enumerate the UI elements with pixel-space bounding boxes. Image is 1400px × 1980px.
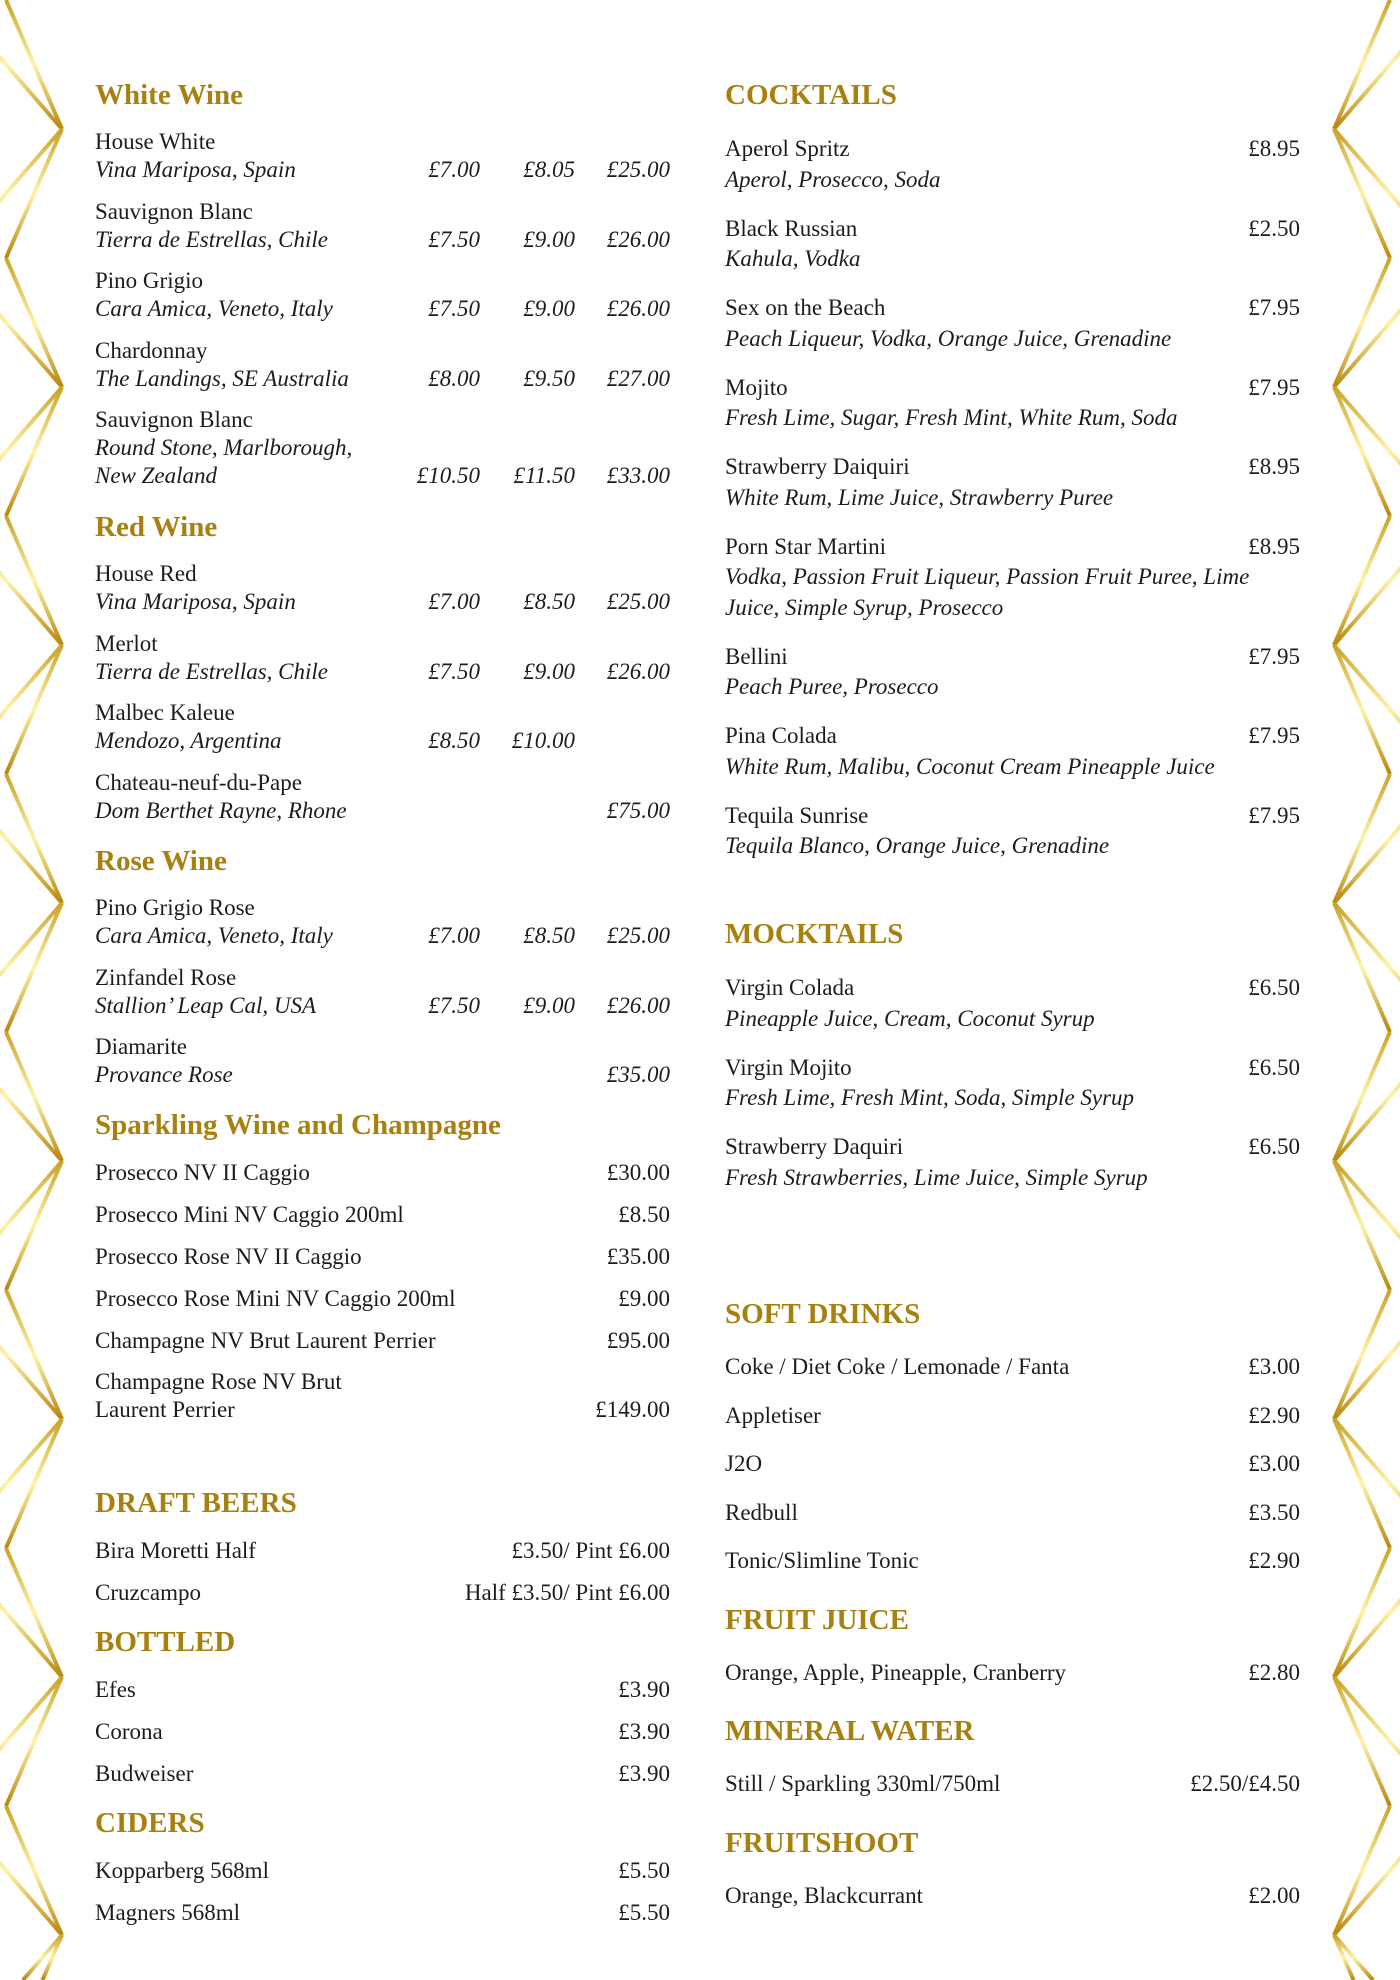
- item-name: Prosecco Rose NV II Caggio: [95, 1244, 362, 1269]
- gold-diamond-border-right: [1310, 0, 1400, 1980]
- gold-diamond-line: [1334, 258, 1390, 387]
- cocktail-price: £6.50: [1248, 1054, 1300, 1080]
- list-item: [95, 1152, 670, 1194]
- bottled-section: [95, 1624, 670, 1795]
- wine-price: £8.50: [523, 923, 575, 948]
- cocktail-name: Strawberry Daiquiri: [725, 454, 910, 479]
- wine-region: New Zealand: [95, 463, 218, 488]
- wine-region: Mendozo, Argentina: [95, 728, 282, 753]
- cocktail-price: £7.95: [1248, 802, 1300, 828]
- item-name: J2O: [725, 1451, 763, 1477]
- item-name: Redbull: [725, 1499, 798, 1525]
- list-item: [95, 1753, 670, 1795]
- wine-region: Round Stone, Marlborough,: [95, 435, 353, 460]
- item-price: £9.00: [618, 1286, 670, 1311]
- list-item: [95, 1362, 670, 1432]
- wine-region: Stallion’ Leap Cal, USA: [95, 992, 317, 1018]
- gold-diamond-line: [6, 258, 62, 387]
- section-heading: DRAFT BEERS: [95, 1487, 297, 1519]
- cocktail-name: Virgin Mojito: [725, 1054, 852, 1080]
- wine-price: £7.50: [428, 296, 480, 321]
- wine-price: £8.50: [523, 589, 575, 614]
- cocktail-ingredients: Vodka, Passion Fruit Liqueur, Passion Fruit Puree, Lime Juice, Simple Syrup, Prosecco: [725, 564, 1250, 620]
- cocktail-price: £8.95: [1248, 136, 1300, 161]
- gold-diamond-line: [42, 1935, 62, 1980]
- gold-diamond-line: [1334, 1161, 1390, 1290]
- fruitshoot-section: [725, 1825, 1300, 1921]
- gold-diamond-line: [1334, 1419, 1390, 1548]
- cocktail-ingredients: Fresh Strawberries, Lime Juice, Simple Syrup: [725, 1164, 1148, 1190]
- wine-item: [95, 128, 670, 184]
- wine-price: £8.00: [428, 365, 480, 391]
- item-name: Corona: [95, 1719, 163, 1744]
- cocktail-price: £8.95: [1248, 533, 1300, 559]
- cocktail-ingredients: Tequila Blanco, Orange Juice, Grenadine: [725, 833, 1110, 858]
- item-name: Magners 568ml: [95, 1900, 241, 1925]
- wine-price: £10.00: [511, 728, 575, 753]
- list-item: [725, 1392, 1300, 1441]
- wine-price: £9.00: [523, 992, 575, 1018]
- item-price: £3.00: [1248, 1354, 1300, 1379]
- item-name: Prosecco NV II Caggio: [95, 1160, 310, 1185]
- list-item: [95, 1278, 670, 1320]
- wine-region: Cara Amica, Veneto, Italy: [95, 296, 333, 321]
- list-item: [725, 1489, 1300, 1538]
- cocktail-price: £2.50: [1248, 215, 1300, 241]
- wine-price: £75.00: [606, 797, 670, 823]
- wine-region: Vina Mariposa, Spain: [95, 589, 296, 614]
- list-item: [95, 1530, 670, 1572]
- wine-price: £26.00: [606, 296, 670, 321]
- gold-diamond-line: [1334, 129, 1390, 258]
- gold-diamond-line: [6, 0, 62, 129]
- wine-name: Merlot: [95, 630, 158, 656]
- cocktail-item: [725, 373, 1300, 434]
- wine-item: [95, 198, 670, 254]
- white-wine-section: [95, 77, 670, 490]
- list-item: [95, 1320, 670, 1362]
- cocktail-ingredients: Pineapple Juice, Cream, Coconut Syrup: [725, 1005, 1095, 1031]
- section-heading: Rose Wine: [95, 845, 227, 877]
- rose-wine-section: [95, 843, 670, 1089]
- item-name: Efes: [95, 1677, 136, 1702]
- wine-price: £7.00: [428, 157, 480, 182]
- wine-price: £35.00: [606, 1062, 670, 1087]
- wine-price: £7.00: [428, 589, 480, 614]
- item-price: £95.00: [606, 1328, 670, 1353]
- item-name: Coke / Diet Coke / Lemonade / Fanta: [725, 1354, 1070, 1379]
- wine-name: Diamarite: [95, 1034, 187, 1059]
- cocktail-item: [725, 721, 1300, 782]
- list-item: [725, 1537, 1300, 1586]
- cocktail-item: [725, 1053, 1300, 1114]
- item-price: £2.90: [1248, 1548, 1300, 1574]
- list-item: [725, 1760, 1300, 1809]
- cocktail-name: Sex on the Beach: [725, 295, 886, 320]
- wine-item: [95, 894, 670, 950]
- wine-price: £25.00: [606, 923, 670, 948]
- gold-diamond-line: [6, 1548, 62, 1677]
- wine-price: £25.00: [606, 157, 670, 182]
- wine-price: £10.50: [416, 463, 480, 488]
- gold-diamond-line: [1334, 1290, 1390, 1419]
- gold-diamond-line: [6, 774, 62, 903]
- wine-price: £9.00: [523, 658, 575, 684]
- gold-diamond-line: [1334, 774, 1390, 903]
- section-heading: BOTTLED: [95, 1626, 236, 1658]
- cocktail-name: Mojito: [725, 374, 788, 400]
- wine-region: Provance Rose: [95, 1062, 233, 1087]
- cocktail-price: £7.95: [1248, 295, 1300, 320]
- wine-name: House Red: [95, 561, 197, 586]
- gold-diamond-line: [6, 645, 62, 774]
- item-price: £35.00: [606, 1244, 670, 1269]
- section-heading: White Wine: [95, 79, 243, 111]
- list-item: [725, 1872, 1300, 1921]
- section-heading: FRUITSHOOT: [725, 1827, 919, 1859]
- wine-item: [95, 630, 670, 686]
- wine-price: £11.50: [513, 463, 575, 488]
- cocktail-ingredients: Kahula, Vodka: [725, 246, 861, 271]
- section-heading: COCKTAILS: [725, 79, 897, 111]
- cocktail-ingredients: Aperol, Prosecco, Soda: [725, 166, 941, 192]
- wine-price: £7.50: [428, 992, 480, 1018]
- gold-diamond-line: [1334, 903, 1390, 1032]
- wine-price: £9.00: [523, 296, 575, 321]
- list-item: [95, 1850, 670, 1892]
- cocktail-item: [725, 452, 1300, 513]
- gold-diamond-border-left: [0, 0, 80, 1980]
- item-name: Laurent Perrier: [95, 1397, 235, 1422]
- mocktails-section: [725, 916, 1300, 1193]
- cocktail-item: [725, 293, 1300, 354]
- wine-item: [95, 769, 670, 825]
- wine-item: [95, 699, 670, 755]
- gold-diamond-line: [6, 1290, 62, 1419]
- item-price: Half £3.50/ Pint £6.00: [464, 1580, 670, 1605]
- list-item: [95, 1711, 670, 1753]
- gold-diamond-line: [6, 1677, 62, 1806]
- gold-diamond-line: [23, 1935, 62, 1980]
- gold-diamond-line: [6, 1806, 62, 1935]
- item-name: Prosecco Rose Mini NV Caggio 200ml: [95, 1286, 456, 1311]
- wine-item: [95, 560, 670, 616]
- gold-diamond-line: [1334, 0, 1390, 129]
- cocktail-item: [725, 532, 1300, 624]
- gold-diamond-line: [1334, 1806, 1390, 1935]
- item-price: £8.50: [618, 1202, 670, 1227]
- section-heading: MOCKTAILS: [725, 918, 904, 950]
- gold-diamond-line: [6, 1419, 62, 1548]
- wine-region: Vina Mariposa, Spain: [95, 157, 296, 182]
- wine-region: The Landings, SE Australia: [95, 365, 349, 391]
- item-price: £2.00: [1248, 1883, 1300, 1908]
- cocktail-name: Tequila Sunrise: [725, 802, 869, 828]
- cocktail-name: Strawberry Daquiri: [725, 1134, 904, 1159]
- ciders-section: [95, 1805, 670, 1934]
- wine-item: [95, 267, 670, 323]
- wine-item: [95, 964, 670, 1020]
- gold-diamond-line: [6, 516, 62, 645]
- gold-diamond-line: [1334, 1935, 1373, 1980]
- item-name: Champagne NV Brut Laurent Perrier: [95, 1328, 436, 1353]
- section-heading: CIDERS: [95, 1807, 205, 1839]
- section-heading: MINERAL WATER: [725, 1715, 975, 1747]
- item-price: £2.80: [1248, 1660, 1300, 1685]
- cocktail-item: [725, 134, 1300, 195]
- item-price: £5.50: [618, 1900, 670, 1925]
- gold-diamond-line: [6, 387, 62, 516]
- wine-region: Cara Amica, Veneto, Italy: [95, 923, 333, 948]
- item-price: £2.90: [1248, 1402, 1300, 1428]
- red-wine-section: [95, 509, 670, 825]
- wine-item: [95, 406, 670, 490]
- item-name: Bira Moretti Half: [95, 1538, 256, 1563]
- item-price: £5.50: [618, 1858, 670, 1883]
- wine-region: Dom Berthet Rayne, Rhone: [95, 797, 347, 823]
- cocktail-item: [725, 1132, 1300, 1193]
- item-name: Champagne Rose NV Brut: [95, 1369, 342, 1394]
- item-price: £149.00: [595, 1397, 670, 1422]
- wine-price: £27.00: [606, 365, 670, 391]
- wine-name: Sauvignon Blanc: [95, 407, 253, 432]
- cocktail-item: [725, 642, 1300, 703]
- wine-price: £9.00: [523, 226, 575, 252]
- item-name: Prosecco Mini NV Caggio 200ml: [95, 1202, 404, 1227]
- list-item: [725, 1649, 1300, 1698]
- cocktail-ingredients: Fresh Lime, Sugar, Fresh Mint, White Rum, Soda: [725, 405, 1178, 430]
- wine-region: Tierra de Estrellas, Chile: [95, 658, 328, 684]
- cocktail-ingredients: White Rum, Lime Juice, Strawberry Puree: [725, 484, 1114, 510]
- wine-price: £26.00: [606, 658, 670, 684]
- item-name: Still / Sparkling 330ml/750ml: [725, 1771, 1001, 1796]
- wine-item: [95, 1033, 670, 1089]
- item-price: £3.90: [618, 1761, 670, 1786]
- wine-price: £8.50: [428, 728, 480, 753]
- gold-diamond-line: [6, 903, 62, 1032]
- cocktail-price: £7.95: [1248, 723, 1300, 748]
- gold-diamond-line: [1334, 1548, 1390, 1677]
- list-item: [95, 1236, 670, 1278]
- section-heading: Sparkling Wine and Champagne: [95, 1109, 501, 1141]
- wine-name: Pino Grigio: [95, 268, 203, 293]
- section-heading: FRUIT JUICE: [725, 1604, 909, 1636]
- item-price: £3.90: [618, 1677, 670, 1702]
- gold-diamond-line: [6, 1032, 62, 1161]
- cocktail-price: £7.95: [1248, 374, 1300, 400]
- soft-drinks-section: [725, 1296, 1300, 1586]
- item-name: Orange, Apple, Pineapple, Cranberry: [725, 1660, 1067, 1685]
- item-name: Cruzcampo: [95, 1580, 202, 1605]
- gold-diamond-line: [1334, 516, 1390, 645]
- item-price: £3.00: [1248, 1451, 1300, 1477]
- wine-name: Sauvignon Blanc: [95, 198, 253, 224]
- cocktail-name: Bellini: [725, 643, 788, 669]
- cocktail-price: £8.95: [1248, 454, 1300, 479]
- cocktail-price: £7.95: [1248, 643, 1300, 669]
- cocktail-item: [725, 801, 1300, 862]
- item-name: Orange, Blackcurrant: [725, 1883, 923, 1908]
- gold-diamond-line: [1334, 645, 1390, 774]
- wine-price: £8.05: [523, 157, 575, 182]
- mineral-water-section: [725, 1713, 1300, 1809]
- wine-price: £9.50: [523, 365, 575, 391]
- item-name: Kopparberg 568ml: [95, 1858, 269, 1883]
- cocktail-name: Black Russian: [725, 215, 858, 241]
- wine-price: £7.00: [428, 923, 480, 948]
- list-item: [95, 1892, 670, 1934]
- cocktail-item: [725, 214, 1300, 275]
- gold-diamond-line: [1334, 1032, 1390, 1161]
- item-name: Budweiser: [95, 1761, 194, 1786]
- wine-price: £7.50: [428, 226, 480, 252]
- gold-diamond-line: [6, 1161, 62, 1290]
- draft-beers-section: [95, 1485, 670, 1614]
- list-item: [95, 1194, 670, 1236]
- wine-name: House White: [95, 129, 216, 154]
- item-name: Tonic/Slimline Tonic: [725, 1548, 919, 1574]
- wine-name: Chardonnay: [95, 337, 208, 363]
- item-price: £3.50: [1248, 1499, 1300, 1525]
- item-name: Appletiser: [725, 1402, 821, 1428]
- gold-diamond-line: [1334, 1677, 1390, 1806]
- list-item: [95, 1669, 670, 1711]
- wine-price: £7.50: [428, 658, 480, 684]
- wine-name: Zinfandel Rose: [95, 964, 237, 990]
- cocktail-name: Virgin Colada: [725, 975, 855, 1000]
- wine-item: [95, 337, 670, 393]
- list-item: [725, 1343, 1300, 1392]
- wine-price: £26.00: [606, 992, 670, 1018]
- section-heading: SOFT DRINKS: [725, 1298, 921, 1330]
- wine-price: £33.00: [606, 463, 670, 488]
- cocktail-price: £6.50: [1248, 1134, 1300, 1159]
- item-price: £3.90: [618, 1719, 670, 1744]
- list-item: [95, 1572, 670, 1614]
- cocktail-name: Pina Colada: [725, 723, 837, 748]
- section-heading: Red Wine: [95, 511, 218, 543]
- wine-name: Pino Grigio Rose: [95, 895, 255, 920]
- cocktail-ingredients: Peach Puree, Prosecco: [725, 674, 939, 699]
- cocktails-section: [725, 77, 1300, 862]
- wine-region: Tierra de Estrellas, Chile: [95, 226, 328, 252]
- fruit-juice-section: [725, 1602, 1300, 1698]
- gold-diamond-line: [1334, 387, 1390, 516]
- cocktail-name: Aperol Spritz: [725, 136, 850, 161]
- item-price: £2.50/£4.50: [1190, 1771, 1300, 1796]
- wine-price: £26.00: [606, 226, 670, 252]
- wine-name: Malbec Kaleue: [95, 700, 235, 725]
- cocktail-name: Porn Star Martini: [725, 533, 886, 559]
- cocktail-price: £6.50: [1248, 975, 1300, 1000]
- wine-price: £25.00: [606, 589, 670, 614]
- cocktail-ingredients: Peach Liqueur, Vodka, Orange Juice, Grenadine: [725, 325, 1172, 351]
- gold-diamond-line: [1334, 1935, 1354, 1980]
- item-price: £30.00: [606, 1160, 670, 1185]
- item-price: £3.50/ Pint £6.00: [511, 1538, 670, 1563]
- cocktail-ingredients: White Rum, Malibu, Coconut Cream Pineapple Juice: [725, 753, 1215, 779]
- gold-diamond-line: [6, 129, 62, 258]
- cocktail-item: [725, 973, 1300, 1034]
- cocktail-ingredients: Fresh Lime, Fresh Mint, Soda, Simple Syrup: [725, 1085, 1135, 1110]
- sparkling-section: [95, 1107, 670, 1432]
- wine-name: Chateau-neuf-du-Pape: [95, 769, 302, 795]
- list-item: [725, 1440, 1300, 1489]
